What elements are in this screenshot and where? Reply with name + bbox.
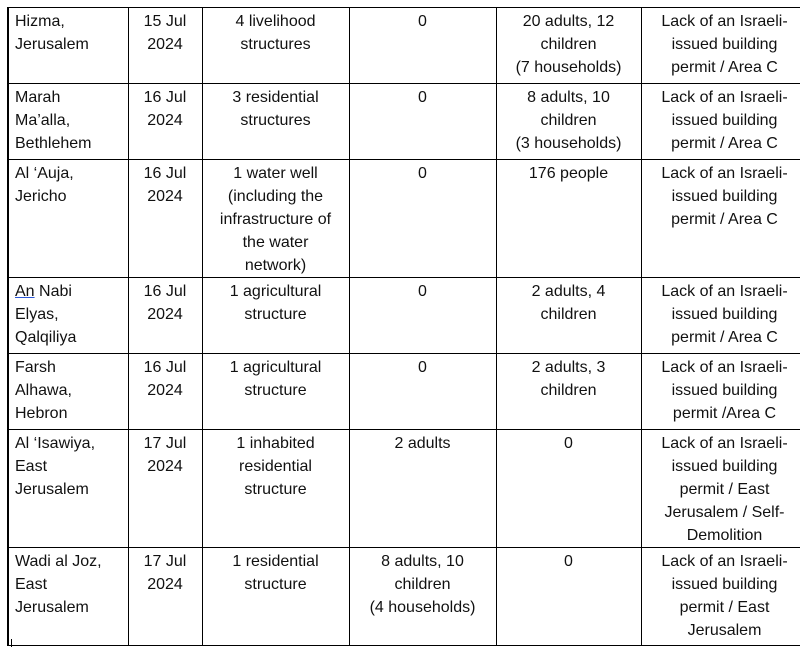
reason-cell-line: permit / East — [648, 478, 800, 501]
reason-cell-line: permit / Area C — [648, 132, 800, 155]
date-cell-line: 16 Jul — [135, 86, 196, 109]
location-cell-line: Elyas, — [15, 303, 122, 326]
structures-cell-line: structure — [209, 478, 343, 501]
affected-cell-line: 8 adults, 10 — [503, 86, 635, 109]
location-cell-line: Jerusalem — [15, 33, 122, 56]
displaced-cell-line: 0 — [356, 10, 490, 33]
date-cell-line: 2024 — [135, 455, 196, 478]
date-cell-line: 2024 — [135, 109, 196, 132]
demolitions-table-container — [7, 7, 800, 642]
structures-cell — [202, 354, 349, 430]
displaced-cell-line: 0 — [356, 162, 490, 185]
location-cell-line: Qalqiliya — [15, 326, 122, 349]
reason-cell-line: permit / Area C — [648, 208, 800, 231]
date-cell — [128, 548, 202, 646]
location-cell-line: East — [15, 573, 122, 596]
location-rest-text: Nabi — [35, 283, 72, 300]
affected-cell-line: children — [503, 303, 635, 326]
displaced-cell — [349, 354, 496, 430]
location-cell-line: Al ‘Isawiya, — [15, 432, 122, 455]
reason-cell-line: Lack of an Israeli- — [648, 86, 800, 109]
location-cell-line: East — [15, 455, 122, 478]
reason-cell — [641, 430, 800, 548]
structures-cell-line: the water — [209, 231, 343, 254]
structures-cell-line: 1 agricultural — [209, 356, 343, 379]
structures-cell-line: 1 agricultural — [209, 280, 343, 303]
structures-cell-line: 4 livelihood — [209, 10, 343, 33]
location-cell-line: Jerusalem — [15, 478, 122, 501]
displaced-cell — [349, 548, 496, 646]
affected-cell-line: children — [503, 33, 635, 56]
displaced-cell — [349, 278, 496, 354]
demolitions-table — [7, 7, 800, 646]
displaced-cell-line: 0 — [356, 356, 490, 379]
location-cell-line: Hizma, — [15, 10, 122, 33]
displaced-cell — [349, 84, 496, 160]
displaced-cell — [349, 430, 496, 548]
reason-cell-line: permit / East — [648, 596, 800, 619]
affected-cell-line: 176 people — [503, 162, 635, 185]
location-cell-line: Marah — [15, 86, 122, 109]
structures-cell-line: 1 inhabited — [209, 432, 343, 455]
structures-cell-line: 3 residential — [209, 86, 343, 109]
reason-cell-line: Lack of an Israeli- — [648, 550, 800, 573]
location-cell-line: Jerusalem — [15, 596, 122, 619]
structures-cell — [202, 278, 349, 354]
date-cell — [128, 84, 202, 160]
structures-cell-line: network) — [209, 254, 343, 277]
reason-cell-line: Jerusalem / Self- — [648, 501, 800, 524]
reason-cell — [641, 278, 800, 354]
displaced-cell — [349, 160, 496, 278]
date-cell-line: 2024 — [135, 185, 196, 208]
table-row — [8, 84, 800, 160]
reason-cell — [641, 548, 800, 646]
affected-cell — [496, 278, 641, 354]
affected-cell-line: 20 adults, 12 — [503, 10, 635, 33]
table-row — [8, 278, 800, 354]
affected-cell-line: children — [503, 379, 635, 402]
structures-cell-line: structure — [209, 303, 343, 326]
reason-cell-line: issued building — [648, 109, 800, 132]
location-cell — [8, 160, 128, 278]
location-cell — [8, 84, 128, 160]
affected-cell-line: (7 households) — [503, 56, 635, 79]
location-cell-line: Farsh — [15, 356, 122, 379]
reason-cell — [641, 160, 800, 278]
date-cell-line: 16 Jul — [135, 356, 196, 379]
structures-cell — [202, 430, 349, 548]
structures-cell-line: infrastructure of — [209, 208, 343, 231]
displaced-cell — [349, 8, 496, 84]
displaced-cell-line: 2 adults — [356, 432, 490, 455]
affected-cell-line: children — [503, 109, 635, 132]
reason-cell-line: permit /Area C — [648, 402, 800, 425]
location-cell — [8, 8, 128, 84]
date-cell-line: 16 Jul — [135, 280, 196, 303]
affected-cell-line: 0 — [503, 432, 635, 455]
reason-cell-line: permit / Area C — [648, 56, 800, 79]
reason-cell-line: permit / Area C — [648, 326, 800, 349]
table-row — [8, 548, 800, 646]
location-cell-line: Bethlehem — [15, 132, 122, 155]
affected-cell — [496, 8, 641, 84]
reason-cell-line: issued building — [648, 33, 800, 56]
affected-cell — [496, 160, 641, 278]
displaced-cell-line: 8 adults, 10 — [356, 550, 490, 573]
date-cell-line: 17 Jul — [135, 432, 196, 455]
date-cell-line: 16 Jul — [135, 162, 196, 185]
location-cell — [8, 278, 128, 354]
table-row — [8, 8, 800, 84]
reason-cell-line: issued building — [648, 379, 800, 402]
location-cell-line: Wadi al Joz, — [15, 550, 122, 573]
reason-cell — [641, 84, 800, 160]
location-cell-line — [15, 280, 122, 303]
table-row — [8, 430, 800, 548]
date-cell — [128, 8, 202, 84]
reason-cell-line: issued building — [648, 573, 800, 596]
location-cell — [8, 430, 128, 548]
displaced-cell-line: 0 — [356, 86, 490, 109]
structures-cell — [202, 8, 349, 84]
reason-cell-line: Jerusalem — [648, 619, 800, 642]
location-cell — [8, 548, 128, 646]
reason-cell-line: Lack of an Israeli- — [648, 280, 800, 303]
affected-cell-line: 0 — [503, 550, 635, 573]
affected-cell-line: 2 adults, 3 — [503, 356, 635, 379]
reason-cell-line: issued building — [648, 455, 800, 478]
affected-cell — [496, 354, 641, 430]
table-edge-mark — [11, 639, 16, 647]
reason-cell-line: Lack of an Israeli- — [648, 356, 800, 379]
location-cell-line: Ma’alla, — [15, 109, 122, 132]
date-cell-line: 2024 — [135, 33, 196, 56]
reason-cell — [641, 354, 800, 430]
displaced-cell-line: children — [356, 573, 490, 596]
date-cell-line: 2024 — [135, 573, 196, 596]
structures-cell — [202, 84, 349, 160]
location-spellcheck-word: An — [15, 283, 35, 300]
date-cell — [128, 278, 202, 354]
structures-cell-line: structure — [209, 379, 343, 402]
reason-cell-line: Demolition — [648, 524, 800, 547]
table-row — [8, 354, 800, 430]
affected-cell-line: (3 households) — [503, 132, 635, 155]
location-cell-line: Al ‘Auja, — [15, 162, 122, 185]
date-cell-line: 2024 — [135, 303, 196, 326]
affected-cell — [496, 84, 641, 160]
structures-cell-line: structure — [209, 573, 343, 596]
structures-cell-line: structures — [209, 109, 343, 132]
date-cell-line: 15 Jul — [135, 10, 196, 33]
reason-cell-line: Lack of an Israeli- — [648, 162, 800, 185]
structures-cell-line: residential — [209, 455, 343, 478]
date-cell-line: 17 Jul — [135, 550, 196, 573]
displaced-cell-line: 0 — [356, 280, 490, 303]
date-cell — [128, 430, 202, 548]
reason-cell-line: Lack of an Israeli- — [648, 432, 800, 455]
reason-cell-line: issued building — [648, 185, 800, 208]
reason-cell-line: Lack of an Israeli- — [648, 10, 800, 33]
structures-cell-line: 1 water well — [209, 162, 343, 185]
displaced-cell-line: (4 households) — [356, 596, 490, 619]
affected-cell — [496, 430, 641, 548]
location-cell-line: Hebron — [15, 402, 122, 425]
date-cell-line: 2024 — [135, 379, 196, 402]
table-row — [8, 160, 800, 278]
location-cell — [8, 354, 128, 430]
reason-cell — [641, 8, 800, 84]
date-cell — [128, 160, 202, 278]
structures-cell — [202, 548, 349, 646]
structures-cell-line: 1 residential — [209, 550, 343, 573]
affected-cell — [496, 548, 641, 646]
structures-cell-line: structures — [209, 33, 343, 56]
location-cell-line: Alhawa, — [15, 379, 122, 402]
structures-cell-line: (including the — [209, 185, 343, 208]
structures-cell — [202, 160, 349, 278]
reason-cell-line: issued building — [648, 303, 800, 326]
affected-cell-line: 2 adults, 4 — [503, 280, 635, 303]
location-cell-line: Jericho — [15, 185, 122, 208]
date-cell — [128, 354, 202, 430]
